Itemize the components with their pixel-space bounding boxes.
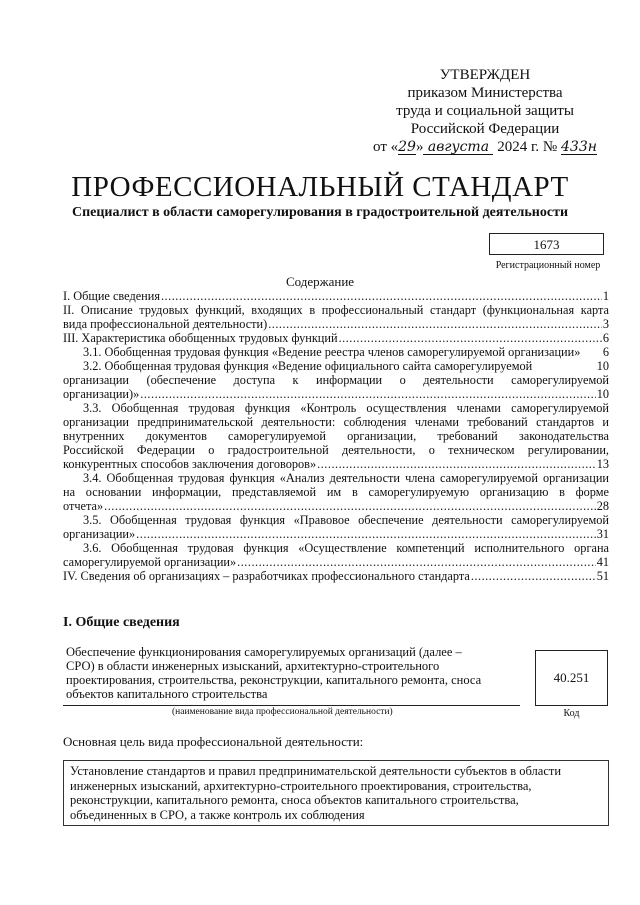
toc-entry-section-2[interactable] (63, 303, 609, 331)
toc-entry-text: IV. Сведения об организациях – разработчиках профессионального стандарта (63, 569, 470, 583)
activity-name (66, 645, 486, 701)
toc-leader-dots (140, 387, 595, 401)
registration-number-label: Регистрационный номер (495, 260, 601, 271)
goal-label: Основная цель вида профессиональной деятельности: (63, 734, 364, 749)
toc-entry-section-3[interactable] (63, 331, 609, 345)
toc-entry-3-5[interactable] (63, 513, 609, 541)
toc-entry-text: 3.3. Обобщенная трудовая функция «Контроль осуществления членами саморегулируемой (83, 401, 609, 415)
toc-page-number: 3 (602, 317, 609, 331)
activity-caption: (наименование вида профессиональной деятельности) (172, 707, 393, 717)
goal-text-line: объединенных в СРО, а также контроль их соблюдения (70, 807, 365, 822)
toc-entry-3-2[interactable] (63, 359, 609, 401)
toc-entry-text: вида профессиональной деятельности) (63, 317, 268, 331)
toc-entry-text: 3.6. Обобщенная трудовая функция «Осуществление компетенций исполнительного органа (83, 541, 609, 555)
toc-entry-text: 3.4. Обобщенная трудовая функция «Анализ деятельности члена саморегулируемой организации (83, 471, 609, 485)
toc-leader-dots (317, 457, 596, 471)
toc-entry-text: II. Описание трудовых функций, входящих в профессиональный стандарт (функциональная карта (63, 303, 609, 317)
toc-page-number: 6 (602, 331, 609, 345)
toc-page-number: 10 (596, 387, 609, 401)
section-1-title: I. Общие сведения (63, 615, 180, 630)
activity-name-line: СРО) в области инженерных изысканий, архитектурно-строительного (66, 659, 440, 673)
toc-entry-text: 3.1. Обобщенная трудовая функция «Ведение реестра членов саморегулируемой организации» (83, 345, 581, 359)
toc-leader-dots (161, 289, 602, 303)
toc-entry-text: внутренних документов саморегулируемой организации, требований законодательства (63, 429, 609, 443)
document-title: ПРОФЕССИОНАЛЬНЫЙ СТАНДАРТ (71, 171, 569, 203)
registration-number-box: 1673 (489, 233, 604, 255)
toc-entry-text: организации» (63, 527, 136, 541)
toc-leader-dots (237, 555, 596, 569)
approval-block (370, 66, 600, 156)
document-subtitle: Специалист в области саморегулирования в градостроительной деятельности (71, 205, 569, 220)
toc-entry-text: организации (обеспечение доступа к информации о деятельности саморегулируемой (63, 373, 609, 387)
approved-label: УТВЕРЖДЕН (439, 67, 531, 83)
toc-entry-3-3[interactable] (63, 401, 609, 471)
activity-name-line: Обеспечение функционирования саморегулируемых организаций (далее – (66, 645, 462, 659)
activity-code-box: 40.251 (535, 650, 608, 706)
toc-entry-text: 3.5. Обобщенная трудовая функция «Правовое обеспечение деятельности саморегулируемой (83, 513, 609, 527)
toc-entry-3-6[interactable] (63, 541, 609, 569)
toc-entry-text: на основании информации, представляемой им в саморегулируемую организацию в форме (63, 485, 609, 499)
toc-page-number: 13 (596, 457, 609, 471)
approved-line-labor: труда и социальной защиты (396, 103, 574, 119)
toc-page-number: 51 (596, 569, 609, 583)
toc-page-number: 10 (596, 359, 609, 373)
toc-entry-text: саморегулируемой организации» (63, 555, 237, 569)
toc-leader-dots (339, 331, 602, 345)
goal-text-line: реконструкции, капитального ремонта, сноса объектов капитального строительства, (70, 793, 519, 807)
goal-text-line: инженерных изысканий, архитектурно-строительного проектирования, строительства, (70, 778, 532, 793)
date-year: 2024 г. № (497, 139, 558, 155)
activity-code-label: Код (563, 708, 580, 719)
toc-entry-text: конкурентных способов заключения договоров» (63, 457, 317, 471)
toc-entry-text: организации)» (63, 387, 140, 401)
activity-name-line: проектирования, строительства, реконструкции, капитального ремонта, сноса (66, 673, 482, 687)
toc-leader-dots (471, 569, 596, 583)
toc-page-number: 1 (602, 289, 609, 303)
date-separator: » (415, 139, 424, 155)
goal-text-line: Установление стандартов и правил предпринимательской деятельности субъектов в области (70, 764, 562, 778)
approved-line-ministry: приказом Министерства (407, 85, 563, 101)
toc-leader-dots (104, 499, 596, 513)
toc-entry-section-1[interactable] (63, 289, 609, 303)
toc-entry-section-4[interactable] (63, 569, 609, 583)
toc-entry-text: 3.2. Обобщенная трудовая функция «Ведение официального сайта саморегулируемой (83, 359, 533, 373)
toc-leader-dots (268, 317, 602, 331)
toc-heading: Содержание (285, 274, 355, 289)
toc-entry-3-1[interactable] (63, 345, 609, 359)
handwritten-month: августа (423, 140, 493, 155)
approval-date-line (370, 138, 600, 156)
activity-name-line: объектов капитального строительства (66, 687, 268, 701)
activity-underline (63, 705, 520, 706)
toc-page-number: 41 (596, 555, 609, 569)
handwritten-order-number: 433н (561, 139, 597, 155)
toc-entry-3-4[interactable] (63, 471, 609, 513)
toc-entry-text: I. Общие сведения (63, 289, 160, 303)
date-prefix: от « (373, 139, 399, 155)
toc-entry-text: Российской Федерации о градостроительной деятельности, о техническом регулировании, (63, 443, 609, 457)
toc-page-number: 28 (596, 499, 609, 513)
toc-entry-text: III. Характеристика обобщенных трудовых функций (63, 331, 338, 345)
toc-leader-dots (136, 527, 596, 541)
toc-entry-text: отчета» (63, 499, 104, 513)
goal-box (63, 760, 609, 826)
handwritten-day: 29 (398, 139, 416, 155)
table-of-contents (63, 289, 609, 583)
toc-page-number: 6 (602, 345, 609, 359)
approved-line-federation: Российской Федерации (410, 121, 560, 137)
toc-entry-text: организации предпринимательской деятельности: соблюдения членами требований стандартов и (63, 415, 609, 429)
toc-page-number: 31 (596, 527, 609, 541)
